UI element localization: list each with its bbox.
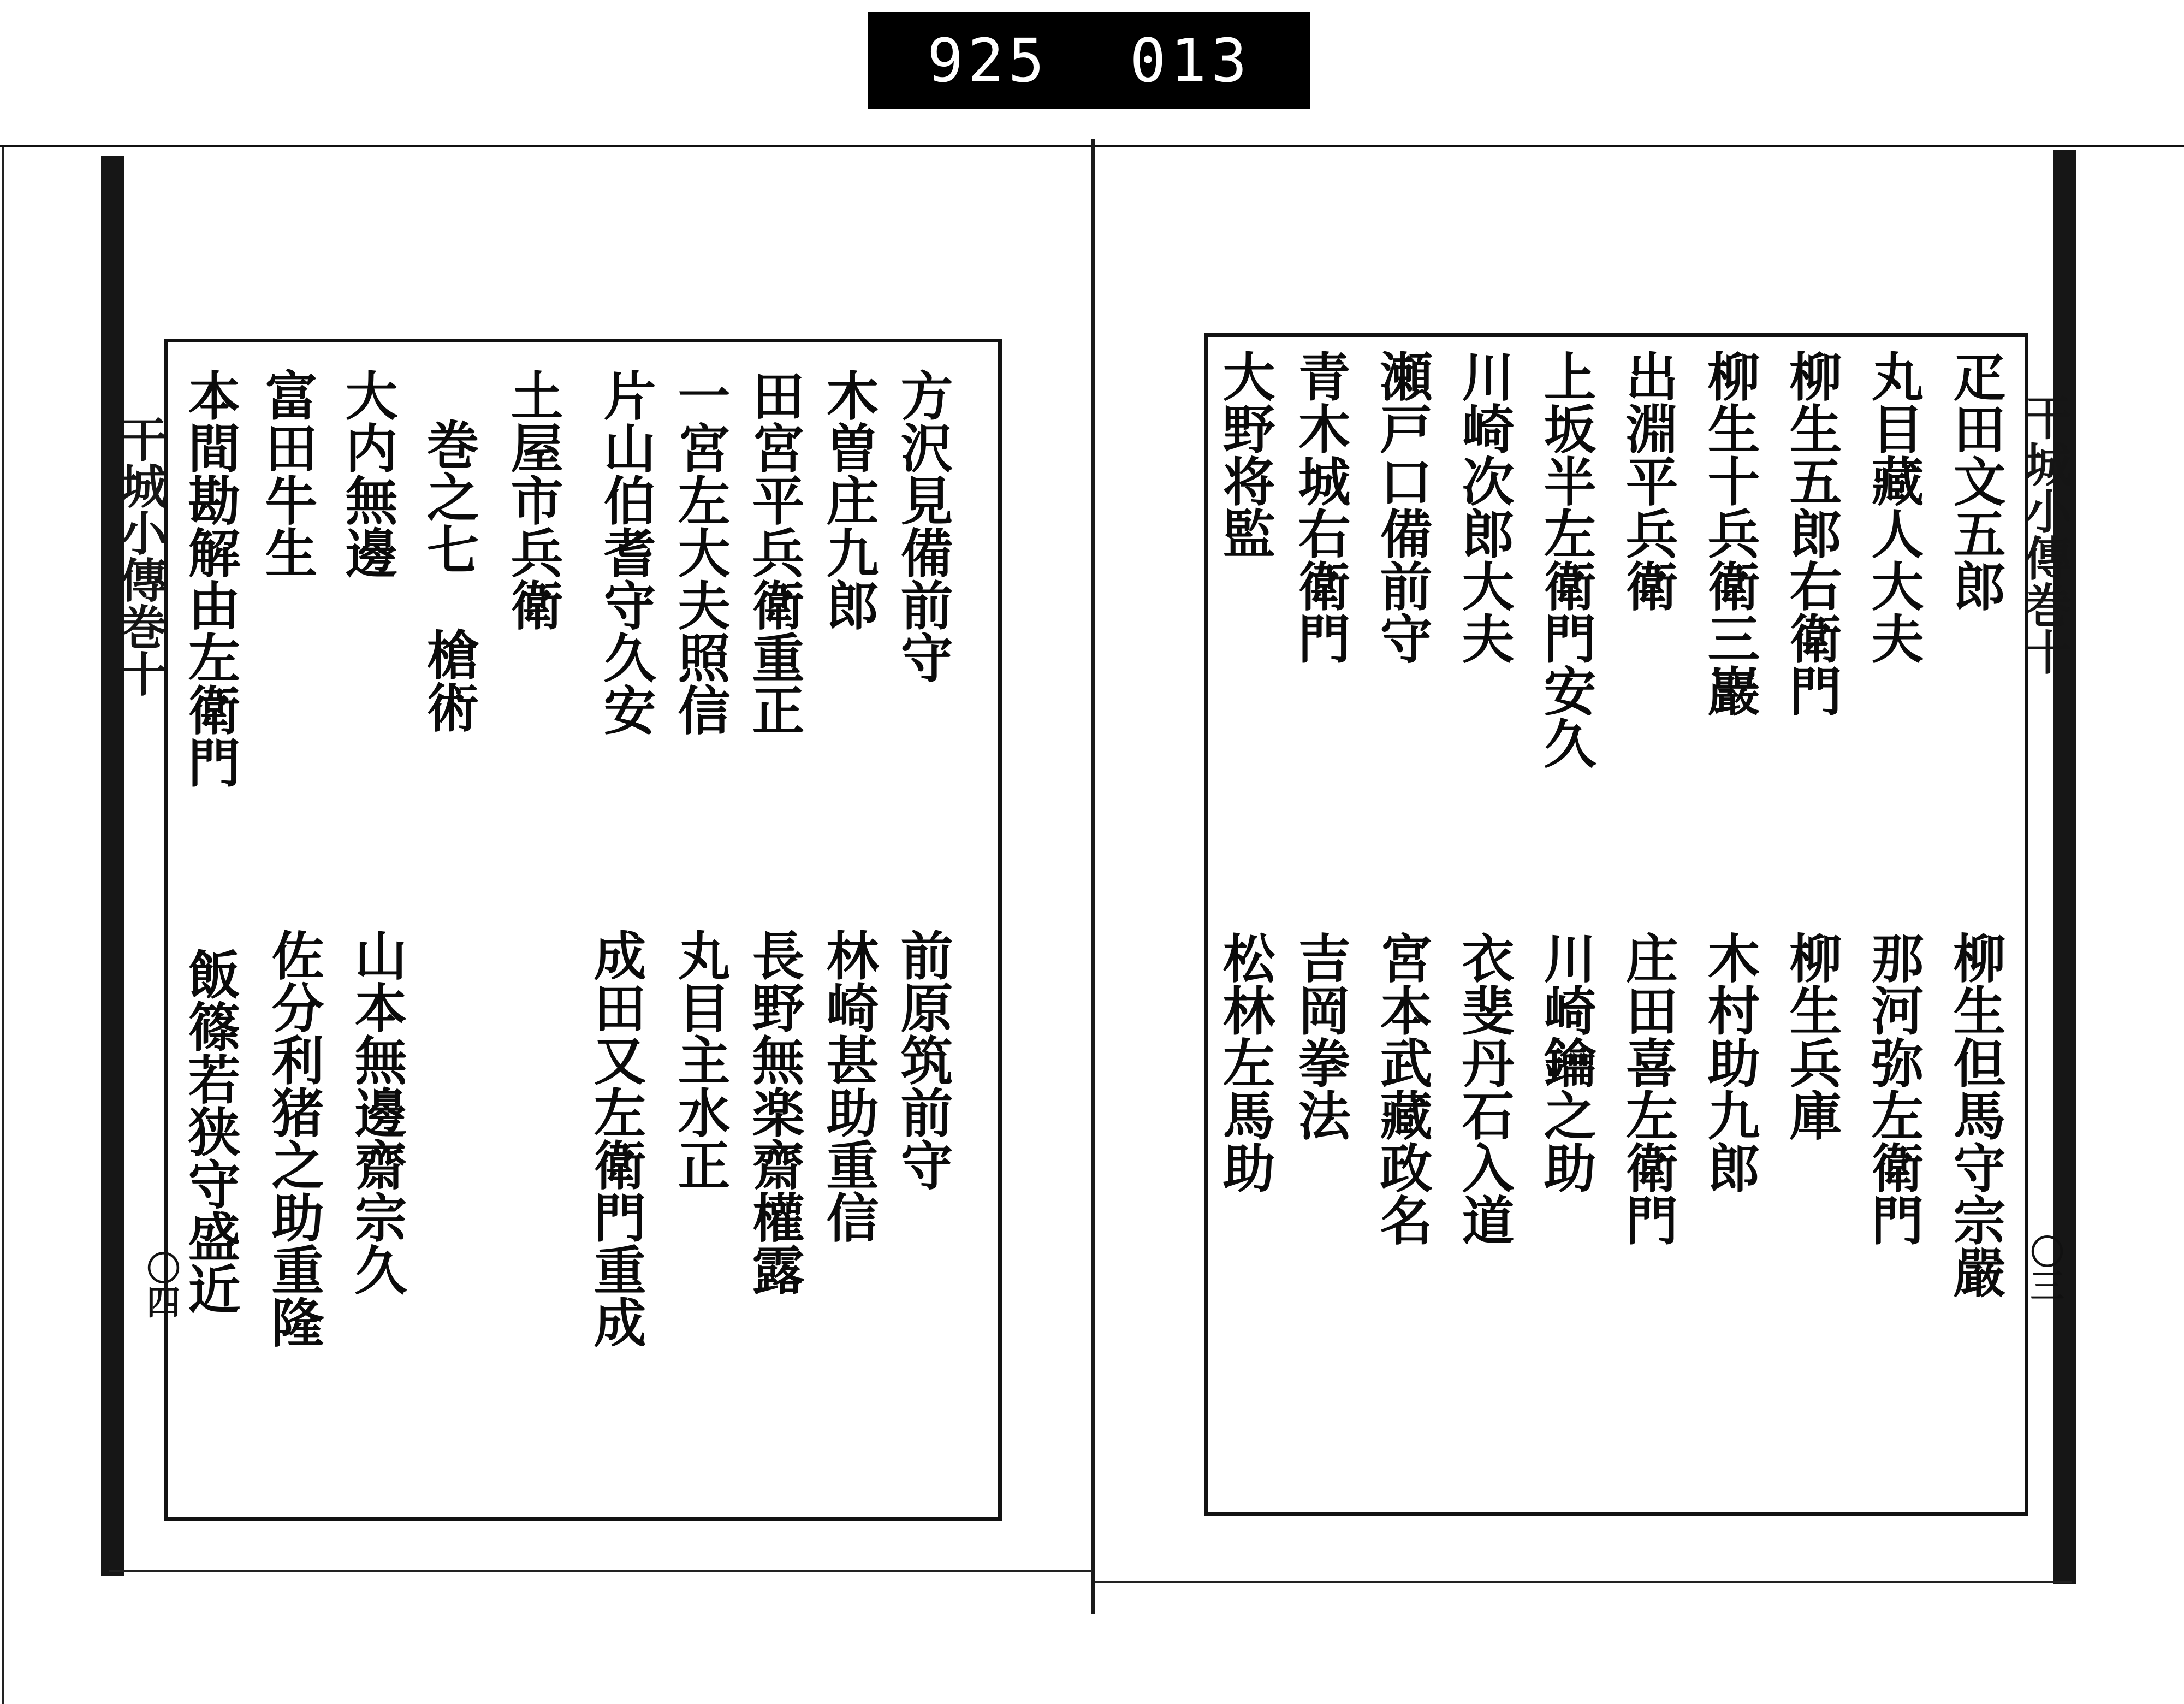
right-upper-entry: 疋田文五郎 [1945,350,2007,612]
right-bottom-edge [1095,1581,2072,1583]
left-lower-entry: 前原筑前守 [892,928,954,1191]
right-lower-entry: 木村助九郎 [1699,931,1761,1193]
left-bottom-edge [109,1570,1092,1572]
right-lower-entry: 庄田喜左衛門 [1617,931,1679,1246]
right-folio: 〇三 [2025,1234,2064,1302]
left-upper-entry: 大内無邊 [337,369,399,578]
left-spine [101,156,124,1576]
left-upper-entry: 木曽庄九郎 [818,369,880,631]
right-lower-entry: 那河弥左衛門 [1863,931,1925,1246]
left-edge-line [2,147,4,1704]
left-folio: 〇四 [141,1251,181,1318]
right-margin-title: 干城小傳巻十 [2016,393,2072,675]
right-upper-entry: 柳生五郎右衛門 [1781,350,1843,717]
right-upper-entry: 柳生十兵衛三巖 [1699,350,1761,717]
left-upper-entry: 一宮左大夫照信 [669,369,731,736]
left-lower-entry: 佐分利猪之助重隆 [263,928,325,1348]
right-upper-entry: 出淵平兵衛 [1617,350,1679,612]
right-upper-entry: 青木城右衛門 [1290,350,1351,664]
left-lower-entry: 長野無楽齋權露 [744,928,805,1295]
right-lower-entry: 柳生但馬守宗嚴 [1945,931,2007,1298]
left-lower-entry: 丸目主水正 [669,928,731,1191]
left-upper-entry: 片山伯耆守久安 [595,369,657,736]
right-lower-entry: 衣斐丹石入道 [1453,931,1515,1246]
left-lower-entry: 林崎甚助重信 [818,928,880,1243]
left-upper-entry: 土屋市兵衛 [502,369,564,631]
left-upper-entry: 方沢見備前守 [892,369,954,683]
right-upper-entry: 上坂半左衛門安久 [1535,350,1597,769]
right-upper-entry: 川崎次郎大夫 [1453,350,1515,664]
left-upper-entry: 富田牛生 [257,369,318,578]
left-lower-entry: 飯篠若狭守盛近 [180,948,241,1315]
right-lower-entry: 吉岡拳法 [1290,931,1351,1141]
left-upper-entry: 田宮平兵衛重正 [744,369,805,736]
left-margin-title: 干城小傳巻十 [112,415,167,697]
left-lower-entry: 山本無邊齋宗久 [346,928,408,1295]
center-gutter [1091,139,1095,1614]
scan-id-label: 925 013 [868,12,1310,109]
right-lower-entry: 宮本武藏政名 [1372,931,1433,1246]
right-upper-entry: 瀬戸口備前守 [1372,350,1433,664]
right-upper-entry: 丸目藏人大夫 [1863,350,1925,664]
section-subject: 槍術 [418,628,480,733]
right-lower-entry: 川崎鑰之助 [1535,931,1597,1193]
section-heading: 巻之七 [418,418,480,575]
left-upper-entry: 本間勘解由左衛門 [180,369,241,788]
left-lower-entry: 成田又左衛門重成 [585,928,647,1348]
right-lower-entry: 柳生兵庫 [1781,931,1843,1141]
right-spine [2053,150,2076,1584]
right-upper-entry: 大野将監 [1214,350,1276,559]
right-lower-entry: 松林左馬助 [1214,931,1276,1193]
